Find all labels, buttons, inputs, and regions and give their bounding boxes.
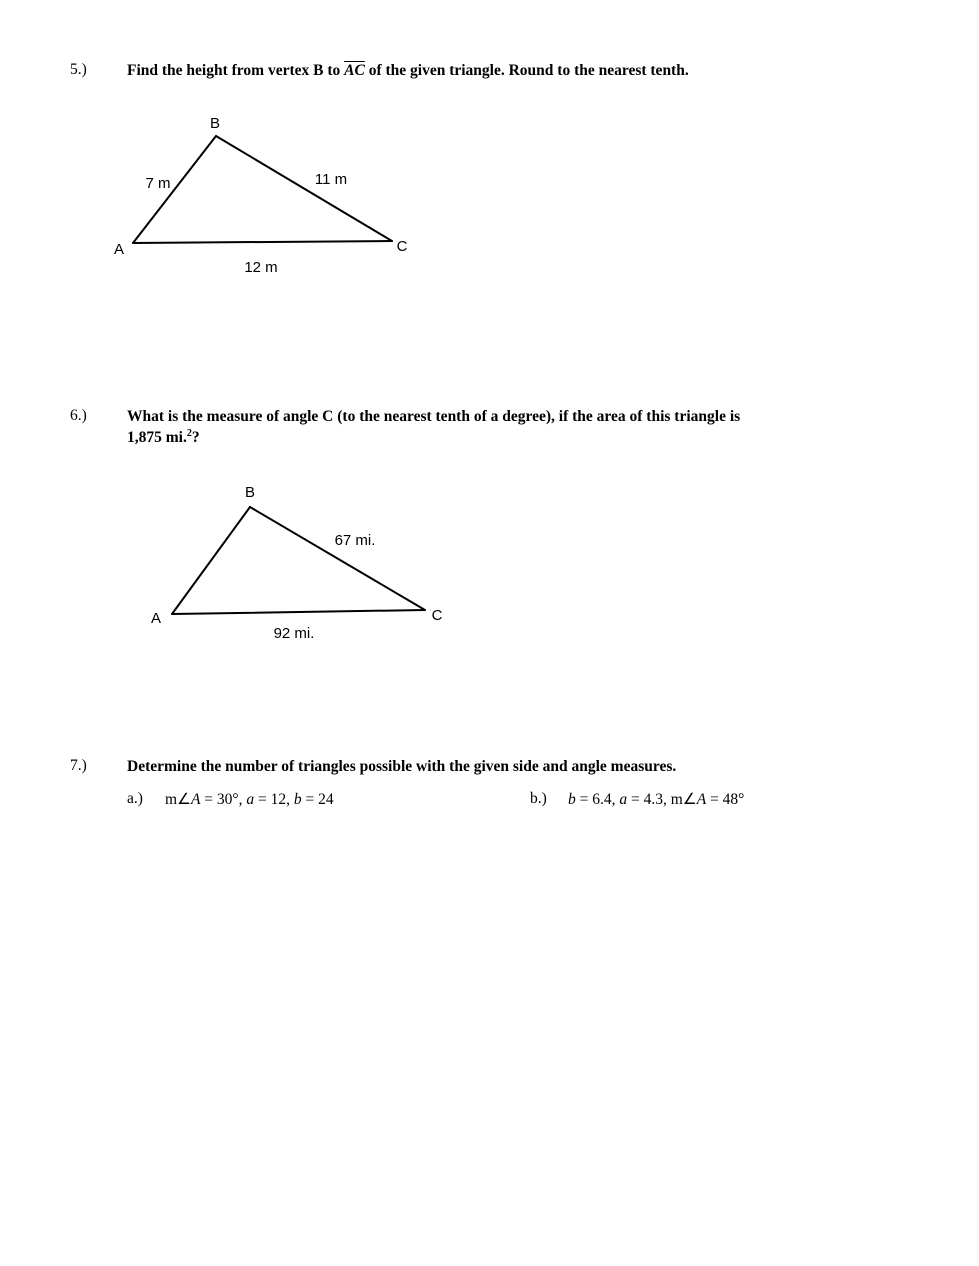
triangle-diagram-p5 [95, 112, 435, 287]
triangle-diagram-p6 [140, 481, 460, 656]
triangle6-side-ac-length: 92 mi. [273, 625, 315, 642]
triangle5-vertex-b-label: B [209, 115, 221, 132]
p7a-part-3: a [246, 791, 255, 808]
p7a-part-6: = 24 [301, 791, 334, 808]
problem-7-prompt: Determine the number of triangles possible with the given side and angle measures. [127, 758, 677, 775]
problem-7b-expression [568, 790, 744, 809]
problem-7b-label: b.) [530, 790, 547, 807]
problem-6-prompt-line2 [127, 427, 927, 448]
triangle5-side-ab-length: 7 m [145, 175, 171, 192]
p7b-part-4: A [696, 791, 707, 808]
triangle6-side-bc [250, 507, 425, 610]
triangle5-side-ac [133, 241, 392, 243]
p7b-part-5: = 48° [706, 791, 745, 808]
triangle6-side-ac [172, 610, 425, 614]
problem-5-number: 5.) [70, 61, 87, 78]
triangle5-side-bc-length: 11 m [314, 171, 348, 188]
p7a-part-0: m∠ [165, 791, 191, 808]
p7a-part-5: b [293, 791, 302, 808]
p7b-part-3: = 4.3, m∠ [627, 791, 697, 808]
problem-6-prompt [127, 406, 927, 448]
segment-ac-label: $\overline{AC}$ [344, 62, 365, 79]
problem-6-prompt-line1: What is the measure of angle C (to the nearest tenth of a degree), if the area of this triangle is [127, 408, 741, 425]
problem-6-number: 6.) [70, 407, 87, 424]
problem-7a-label: a.) [127, 790, 143, 807]
triangle5-vertex-a-label: A [113, 241, 125, 258]
question-mark: ? [191, 429, 200, 446]
triangle6-vertex-c-label: C [431, 607, 443, 624]
triangle5-side-ac-length: 12 m [244, 259, 278, 276]
problem-5-prompt-after: of the given triangle. Round to the nearest tenth. [364, 62, 689, 79]
p7a-part-1: A [190, 791, 201, 808]
p7b-part-0: b [568, 791, 576, 808]
area-exponent: 2 [186, 427, 192, 439]
problem-5-prompt [127, 60, 927, 81]
p7a-part-2: = 30°, [200, 791, 247, 808]
problem-7-number: 7.) [70, 757, 87, 774]
area-value: 1,875 mi. [127, 429, 187, 446]
triangle6-vertex-a-label: A [150, 610, 162, 627]
triangle5-side-bc [216, 136, 392, 241]
p7b-part-2: a [619, 791, 628, 808]
triangle5-vertex-c-label: C [396, 238, 408, 255]
triangle6-side-bc-length: 67 mi. [334, 532, 376, 549]
triangle6-side-ab [172, 507, 250, 614]
problem-7a-expression [165, 790, 334, 809]
p7a-part-4: = 12, [254, 791, 294, 808]
p7b-part-1: = 6.4, [575, 791, 620, 808]
problem-5-prompt-before: Find the height from vertex B to [127, 62, 345, 79]
triangle6-vertex-b-label: B [244, 484, 256, 501]
